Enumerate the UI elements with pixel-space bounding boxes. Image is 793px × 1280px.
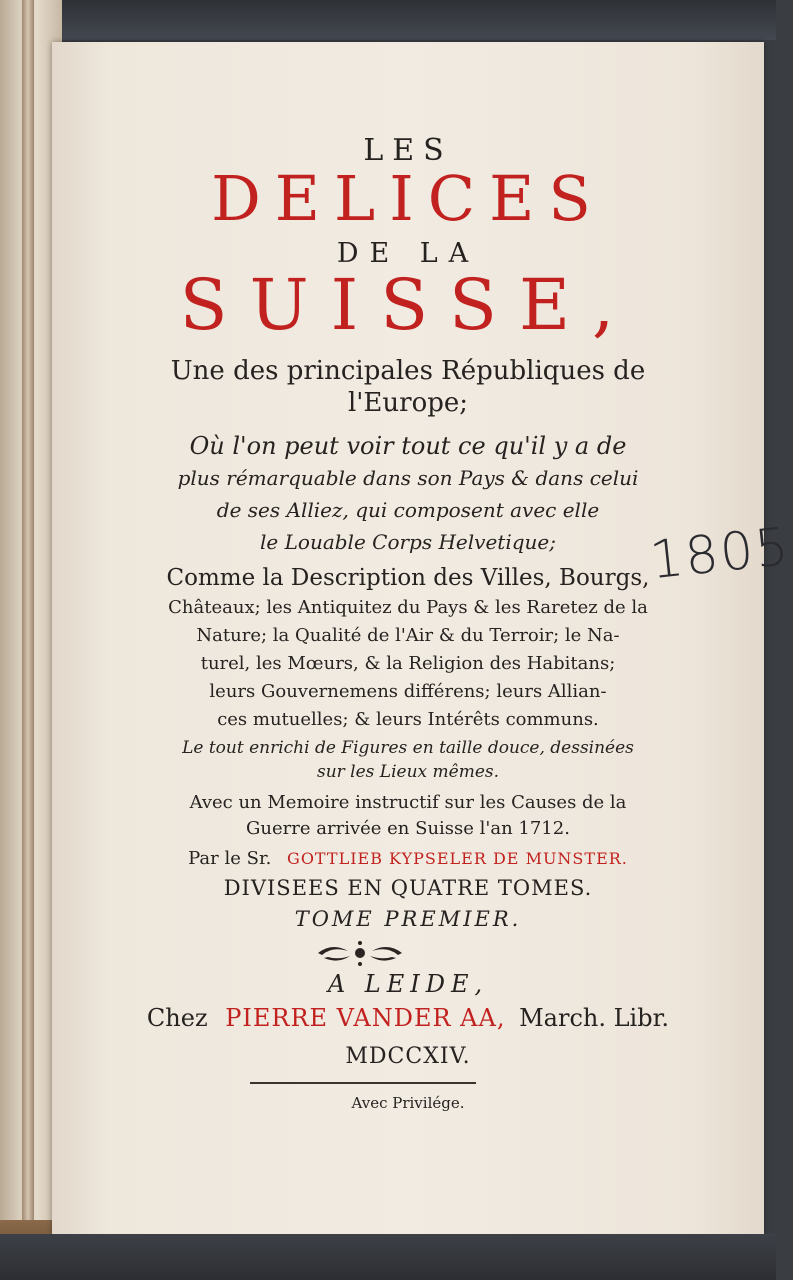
italic-line-2: plus rémarquable dans son Pays & dans celui (177, 466, 639, 490)
italic-line-3: de ses Alliez, qui composent avec elle (216, 498, 600, 522)
divider-rule (250, 1082, 476, 1084)
memoire-line-2: Guerre arrivée en Suisse l'an 1712. (246, 818, 570, 839)
page-edges (22, 0, 34, 1280)
italic-line-1: Où l'on peut voir tout ce qu'il y a de (189, 432, 627, 460)
subtitle-line-1: Une des principales Républiques de (170, 356, 646, 386)
ornament-icon (310, 938, 410, 968)
background-top (0, 0, 776, 40)
description-line-5: leurs Gouvernemens différens; leurs Allian- (209, 681, 607, 702)
description-line-3: Nature; la Qualité de l'Air & du Terroir; le Na- (196, 625, 620, 646)
tome-line: TOME PREMIER. (294, 907, 522, 931)
publisher-line (52, 1006, 764, 1030)
title-de-la: DE LA (336, 238, 480, 269)
place-line: A LEIDE, (327, 970, 489, 998)
title-les: LES (363, 133, 453, 168)
handwritten-note: 1805 (647, 516, 793, 592)
publisher-chez: Chez (146, 1004, 208, 1032)
year-line: MDCCXIV. (345, 1044, 471, 1069)
title-delices: DELICES (211, 162, 605, 235)
italic-line-4: le Louable Corps Helvetique; (260, 530, 556, 554)
title-suisse: SUISSE, (179, 264, 637, 346)
divisees-line: DIVISEES EN QUATRE TOMES. (223, 876, 593, 900)
memoire-line-1: Avec un Memoire instructif sur les Causes de la (189, 792, 627, 813)
privilege-line: Avec Privilége. (351, 1094, 465, 1112)
title-page (52, 42, 793, 1234)
figures-line-2: sur les Lieux mêmes. (316, 762, 500, 782)
description-line-6: ces mutuelles; & leurs Intérêts communs. (217, 709, 599, 730)
figures-line-1: Le tout enrichi de Figures en taille douce, dessinées (182, 738, 634, 758)
publisher-role: March. Libr. (519, 1004, 670, 1032)
background-bottom (0, 1234, 776, 1280)
description-line-1: Comme la Description des Villes, Bourgs, (166, 565, 650, 591)
description-line-2: Châteaux; les Antiquitez du Pays & les Raretez de la (168, 597, 648, 618)
author-name: GOTTLIEB KYPSELER DE MUNSTER. (287, 849, 628, 868)
subtitle-line-2: l'Europe; (347, 388, 469, 418)
publisher-name: PIERRE VANDER AA, (225, 1004, 506, 1032)
description-line-4: turel, les Mœurs, & la Religion des Habitans; (200, 653, 616, 674)
author-prefix: Par le Sr. (188, 848, 272, 869)
author-line (52, 850, 764, 868)
